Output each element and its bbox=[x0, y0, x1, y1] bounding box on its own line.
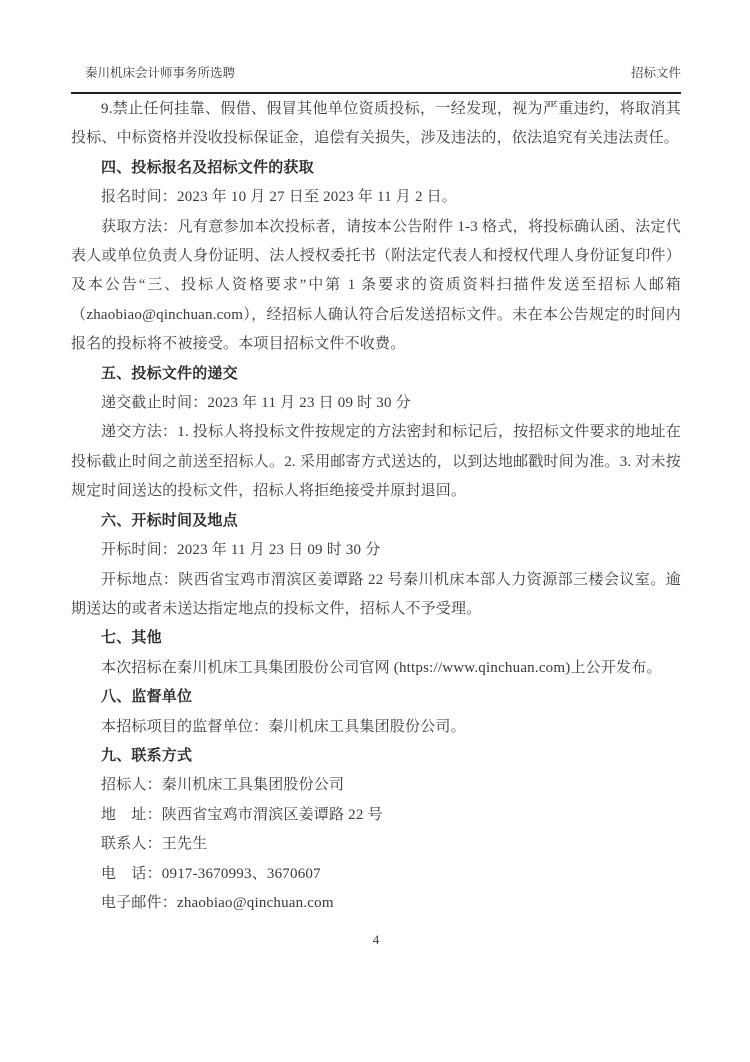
paragraph: 电 话：0917-3670993、3670607 bbox=[101, 865, 321, 882]
section-heading: 五、投标文件的递交 bbox=[101, 365, 238, 382]
section-heading: 七、其他 bbox=[101, 630, 162, 647]
page-header bbox=[71, 65, 681, 81]
paragraph: 电子邮件：zhaobiao@qinchuan.com bbox=[101, 894, 334, 911]
paragraph: 9.禁止任何挂靠、假借、假冒其他单位资质投标，一经发现，视为严重违约，将取消其投标、中标资格并没收投标保证金，追偿有关损失，涉及违法的，依法追究有关违法责任。 bbox=[71, 101, 681, 147]
header-divider bbox=[71, 92, 681, 94]
paragraph: 地 址：陕西省宝鸡市渭滨区姜谭路 22 号 bbox=[101, 806, 383, 823]
section-heading: 八、监督单位 bbox=[101, 689, 193, 706]
paragraph: 招标人：秦川机床工具集团股份公司 bbox=[101, 777, 345, 794]
paragraph: 本招标项目的监督单位：秦川机床工具集团股份公司。 bbox=[101, 718, 466, 735]
paragraph: 联系人：王先生 bbox=[101, 836, 208, 853]
document-content bbox=[71, 95, 681, 918]
header-left-title: 秦川机床会计师事务所选聘 bbox=[85, 66, 236, 80]
section-heading: 九、联系方式 bbox=[101, 747, 193, 764]
paragraph: 获取方法：凡有意参加本次投标者，请按本公告附件 1-3 格式，将投标确认函、法定代表人或单位负责人身份证明、法人授权委托书（附法定代表人和授权代理人身份证复印件）及本公告“三、投标人资格要求”中第 1 条要求的资质资料扫描件发送至招标人邮箱（zhaobiao@qinchuan.com），经招标人确认符合后发送招标文件。未在本公告规定的时间内报名的投标将不被接受。本项目招标文件不收费。 bbox=[71, 218, 681, 353]
paragraph: 开标地点：陕西省宝鸡市渭滨区姜谭路 22 号秦川机床本部人力资源部三楼会议室。逾期送达的或者未送达指定地点的投标文件，招标人不予受理。 bbox=[71, 571, 681, 617]
paragraph: 开标时间：2023 年 11 月 23 日 09 时 30 分 bbox=[101, 542, 381, 559]
page-number: 4 bbox=[372, 932, 380, 948]
paragraph: 递交截止时间：2023 年 11 月 23 日 09 时 30 分 bbox=[101, 395, 411, 412]
section-heading: 四、投标报名及招标文件的获取 bbox=[101, 159, 314, 176]
paragraph: 本次招标在秦川机床工具集团股份公司官网 (https://www.qinchuan.com)上公开发布。 bbox=[101, 659, 662, 676]
header-right-title: 招标文件 bbox=[630, 66, 681, 80]
page-footer bbox=[71, 932, 681, 948]
section-heading: 六、开标时间及地点 bbox=[101, 512, 238, 529]
paragraph: 报名时间：2023 年 10 月 27 日至 2023 年 11 月 2 日。 bbox=[101, 189, 457, 206]
paragraph: 递交方法：1. 投标人将投标文件按规定的方法密封和标记后，按招标文件要求的地址在投标截止时间之前送至招标人。2. 采用邮寄方式送达的，以到达地邮戳时间为准。3. 对未按规定时间送达的投标文件，招标人将拒绝接受并原封退回。 bbox=[71, 424, 681, 500]
